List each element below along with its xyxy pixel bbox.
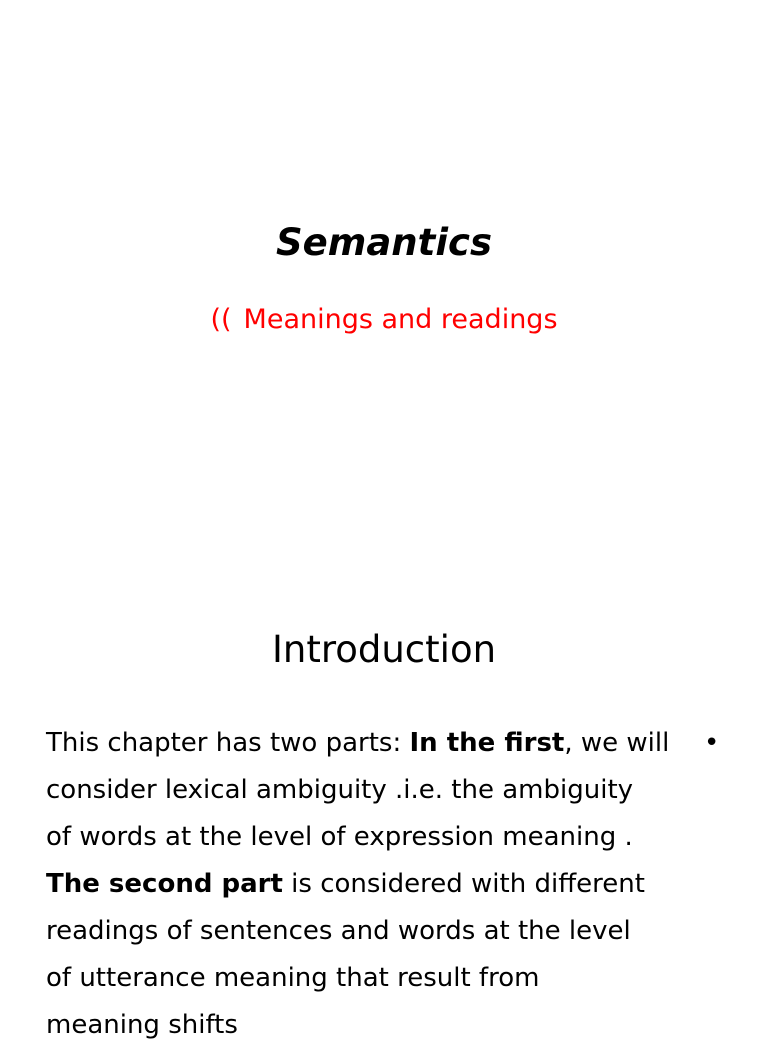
body-bold-segment: The second part <box>46 869 283 899</box>
body-text-segment: This chapter has two parts: <box>46 728 410 758</box>
body-line <box>46 767 706 814</box>
body-line <box>46 861 706 908</box>
introduction-slide <box>0 560 768 1040</box>
body-text-segment: consider lexical ambiguity .i.e. the ambiguity <box>46 775 634 805</box>
body-text-segment: meaning shifts <box>46 1010 238 1040</box>
body-paragraph <box>46 720 706 1049</box>
body-line <box>46 814 706 861</box>
subtitle-text: Meanings and readings <box>243 304 558 335</box>
body-line <box>46 955 706 1002</box>
body-text-segment: is considered with different <box>282 869 645 899</box>
slide-subtitle <box>0 300 768 340</box>
body-bold-segment: In the first <box>409 728 565 758</box>
subtitle-parentheses: (( <box>210 304 232 335</box>
slide-heading: Introduction <box>271 628 497 671</box>
body-line <box>46 908 706 955</box>
bullet-icon: • <box>704 728 720 758</box>
body-line <box>46 720 706 767</box>
body-text-segment: of words at the level of expression meaning . <box>46 822 633 852</box>
body-line <box>46 1002 706 1049</box>
body-text-segment: readings of sentences and words at the level <box>46 916 631 946</box>
body-text-segment: , we will <box>564 728 670 758</box>
body-text-segment: of utterance meaning that result from <box>46 963 540 993</box>
slide-title: Semantics <box>276 221 492 264</box>
